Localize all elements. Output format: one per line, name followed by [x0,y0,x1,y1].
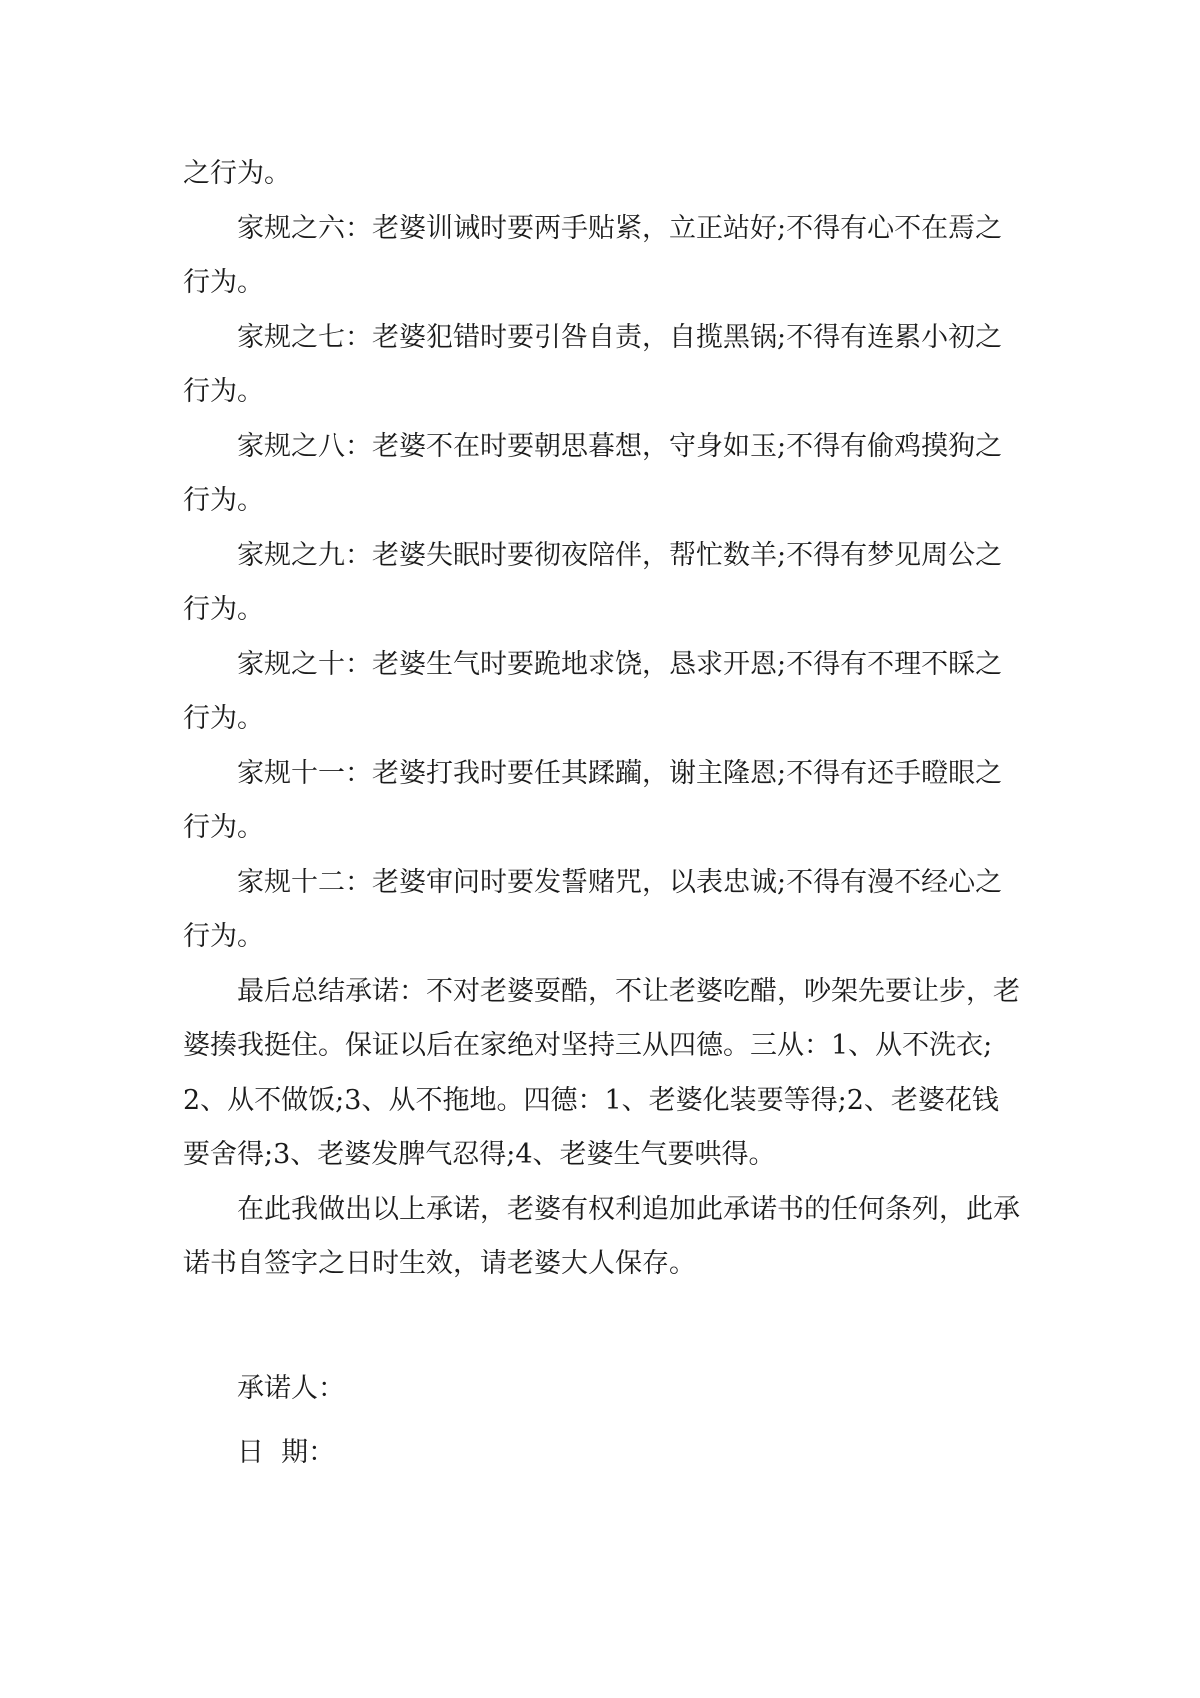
rule-9: 家规之九：老婆失眠时要彻夜陪伴，帮忙数羊;不得有梦见周公之行为。 [183,539,1003,625]
rule-7: 家规之七：老婆犯错时要引咎自责，自揽黑锅;不得有连累小初之行为。 [183,321,1003,407]
document-body [183,147,1023,1292]
summary-paragraph: 最后总结承诺：不对老婆耍酷，不让老婆吃醋，吵架先要让步，老婆揍我挺住。保证以后在家绝对坚持三从四德。三从：1、从不洗衣;2、从不做饭;3、从不拖地。四德：1、老婆化装要等得;2、老婆花钱要舍得;3、老婆发脾气忍得;4、老婆生气要哄得。 [183,975,1020,1170]
signature-block [237,1357,345,1485]
rule-6: 家规之六：老婆训诫时要两手贴紧，立正站好;不得有心不在焉之行为。 [183,212,1003,298]
continuation-line: 之行为。 [183,158,291,189]
rule-8: 家规之八：老婆不在时要朝思暮想，守身如玉;不得有偷鸡摸狗之行为。 [183,430,1003,516]
date-label: 日 期： [237,1437,336,1468]
closing-paragraph: 在此我做出以上承诺，老婆有权利追加此承诺书的任何条列，此承诺书自签字之日时生效，请老婆大人保存。 [183,1193,1020,1279]
rule-10: 家规之十：老婆生气时要跪地求饶，恳求开恩;不得有不理不睬之行为。 [183,648,1003,734]
rule-12: 家规十二：老婆审问时要发誓赌咒，以表忠诚;不得有漫不经心之行为。 [183,866,1003,952]
rule-11: 家规十一：老婆打我时要任其蹂躏，谢主隆恩;不得有还手瞪眼之行为。 [183,757,1003,843]
signer-label: 承诺人： [237,1373,345,1404]
